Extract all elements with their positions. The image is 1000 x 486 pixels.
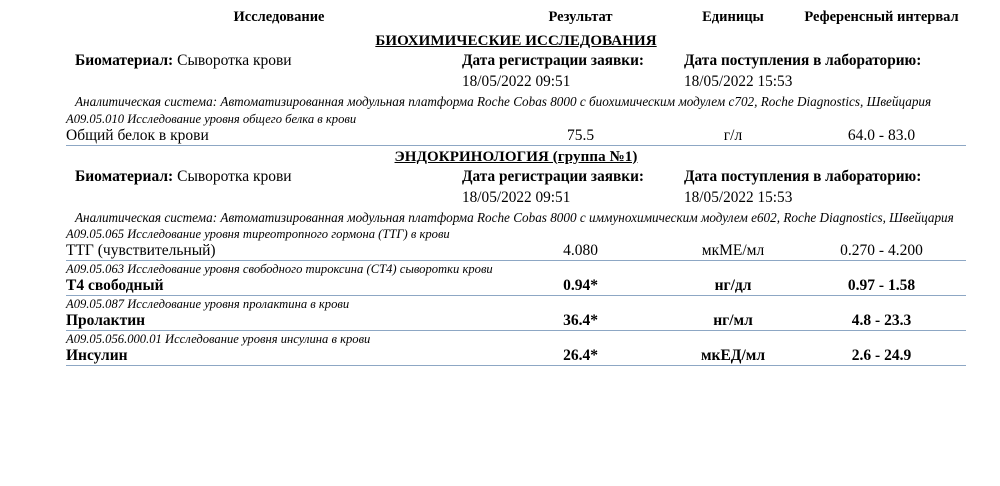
test-units: нг/мл [669, 312, 797, 331]
section-title: ЭНДОКРИНОЛОГИЯ (группа №1) [394, 148, 638, 165]
test-units: мкМЕ/мл [669, 242, 797, 261]
test-reference-interval: 2.6 - 24.9 [797, 347, 966, 366]
biomaterial-label: Биоматериал: [75, 52, 174, 69]
registration-date-label: Дата регистрации заявки: [462, 52, 644, 69]
test-name: ТТГ (чувствительный) [66, 242, 492, 261]
analytic-system-row [66, 210, 966, 227]
biomaterial-line [75, 52, 292, 70]
table-header-row [66, 4, 966, 30]
test-code-row [66, 331, 966, 348]
test-units: г/л [669, 127, 797, 146]
test-code: A09.05.065 Исследование уровня тиреотропного гормона (ТТГ) в крови [66, 227, 450, 241]
lab-arrival-value: 18/05/2022 15:53 [684, 188, 793, 206]
analytic-system-row [66, 94, 966, 111]
biomaterial-cell [66, 168, 966, 210]
section-biomaterial-row [66, 52, 966, 94]
registration-date-label: Дата регистрации заявки: [462, 167, 644, 185]
section-title: БИОХИМИЧЕСКИЕ ИССЛЕДОВАНИЯ [375, 33, 657, 49]
section-biomaterial-row [66, 168, 966, 210]
test-units: нг/дл [669, 277, 797, 296]
lab-arrival-date-block [684, 168, 921, 207]
test-name: Пролактин [66, 312, 492, 331]
test-code-row [66, 226, 966, 242]
test-reference-interval: 64.0 - 83.0 [797, 127, 966, 146]
test-units: мкЕД/мл [669, 347, 797, 366]
test-result-value: 26.4* [492, 347, 669, 366]
test-code: A09.05.087 Исследование уровня пролактина в крови [66, 297, 350, 311]
test-reference-interval: 0.97 - 1.58 [797, 277, 966, 296]
analytic-system-cell [66, 210, 966, 227]
column-header-reference: Референсный интервал [804, 9, 959, 25]
registration-date-block [462, 52, 644, 91]
test-result-value: 75.5 [492, 127, 669, 146]
test-code-row [66, 296, 966, 313]
test-result-row [66, 127, 966, 146]
test-result-value: 36.4* [492, 312, 669, 331]
biomaterial-cell [66, 52, 966, 94]
test-code: A09.05.056.000.01 Исследование уровня инсулина в крови [66, 332, 371, 346]
test-result-row [66, 277, 966, 296]
test-name: Общий белок в крови [66, 127, 492, 146]
lab-arrival-label: Дата поступления в лабораторию: [684, 52, 922, 69]
biomaterial-value: Сыворотка крови [177, 167, 292, 185]
registration-date-value: 18/05/2022 09:51 [462, 188, 571, 206]
test-result-row [66, 312, 966, 331]
biomaterial-value: Сыворотка крови [177, 52, 292, 69]
test-reference-interval: 4.8 - 23.3 [797, 312, 966, 331]
biomaterial-label: Биоматериал: [75, 167, 174, 185]
section-title-cell [66, 145, 966, 168]
column-header-test: Исследование [233, 9, 325, 25]
test-name: Т4 свободный [66, 277, 492, 296]
registration-date-value: 18/05/2022 09:51 [462, 73, 571, 90]
registration-date-block [462, 168, 644, 207]
test-result-value: 0.94* [492, 277, 669, 296]
test-code: A09.05.063 Исследование уровня свободного тироксина (СТ4) сыворотки крови [66, 262, 493, 276]
column-header-units: Единицы [702, 9, 764, 25]
analytic-system-text: Аналитическая система: Автоматизированная модульная платформа Roche Cobas 8000 с биохимическим модулем c702, Roche Diagnostics, Швейцария [75, 94, 932, 109]
lab-arrival-value: 18/05/2022 15:53 [684, 73, 793, 90]
analytic-system-text: Аналитическая система: Автоматизированная модульная платформа Roche Cobas 8000 с иммунохимическим модулем e602, Roche Diagnostics, Швейцария [75, 209, 954, 225]
test-code-row [66, 111, 966, 127]
lab-arrival-date-block [684, 52, 921, 91]
test-name: Инсулин [66, 347, 492, 366]
lab-arrival-label: Дата поступления в лабораторию: [684, 167, 922, 185]
section-title-row [66, 30, 966, 52]
column-header-result: Результат [548, 9, 613, 25]
analytic-system-cell [66, 94, 966, 111]
biomaterial-line [75, 168, 292, 186]
test-code-row [66, 261, 966, 278]
test-result-value: 4.080 [492, 242, 669, 261]
section-title-cell [66, 30, 966, 52]
test-result-row [66, 347, 966, 366]
test-code: A09.05.010 Исследование уровня общего белка в крови [66, 111, 357, 126]
section-title-row [66, 145, 966, 168]
test-reference-interval: 0.270 - 4.200 [797, 242, 966, 261]
test-result-row [66, 242, 966, 261]
lab-results-table [66, 4, 966, 366]
